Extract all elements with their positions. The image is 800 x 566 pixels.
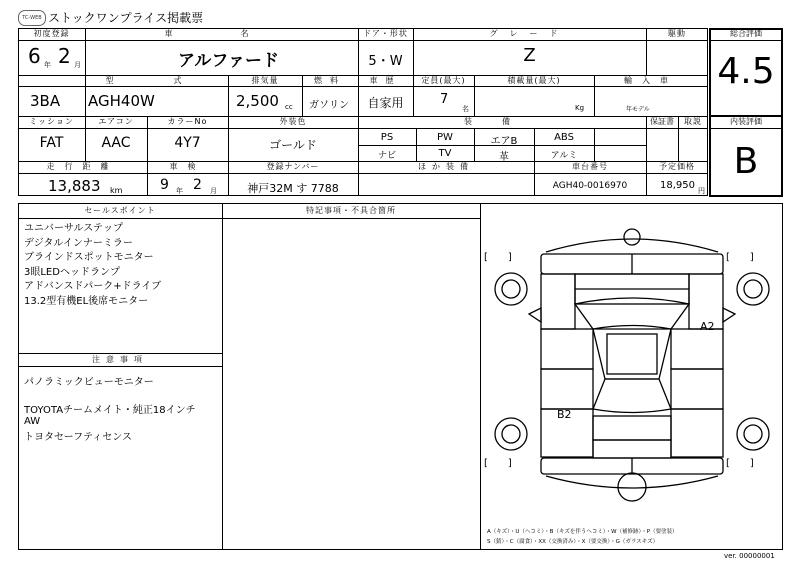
sales-point-item: ブラインドスポットモニター [24,252,154,263]
inspection-year-unit: 年 [176,187,183,195]
label-chassis: 車台番号 [572,162,608,171]
caution-item: TOYOTAチームメイト・純正18インチ AW [24,405,196,427]
label-doors-type: ドア・形状 [363,29,408,38]
logo [18,10,46,26]
doors: 5・W [368,54,403,69]
legend-line-1: A（キズ）・U（ヘコミ）・B（キズを伴うヘコミ）・W（補修跡）・P（要塗装） [487,529,678,535]
chassis: AGH40-0016970 [552,181,628,191]
bracket-bottom-left: [ ] [484,458,512,469]
sales-points-list [24,222,220,309]
price-unit: 円 [698,187,705,195]
inspection-year: 9 [160,177,169,193]
label-manual: 取説 [684,117,702,126]
equip-pw: PW [437,132,453,143]
mission: FAT [39,135,64,151]
color-no: 4Y7 [174,135,201,151]
label-other-equip: ほか装備 [418,162,474,171]
bracket-top-right: [ ] [726,252,754,263]
interior-rating: B [733,141,759,182]
label-warranty: 保証書 [650,117,674,126]
label-load: 積載量(最大) [507,76,561,85]
history: 自家用 [367,96,404,110]
equip-tv: TV [438,148,452,159]
sales-point-item: ユニバーサルステップ [24,223,123,234]
sales-point-item: 13.2型有機EL後席モニター [24,295,149,307]
first-reg-year: 6 [28,44,41,68]
equip-leather: 革 [499,152,509,163]
model: 3BA [30,92,61,110]
label-ext-color: 外装色 [279,117,307,126]
label-car-name: 車 名 [164,29,279,38]
sales-point-item: 3眼LEDヘッドランプ [24,266,120,278]
label-fuel: 燃料 [314,76,346,85]
label-sales-points: セールスポイント [84,206,156,215]
grade: Z [523,45,536,66]
label-first-reg: 初度登録 [33,29,70,38]
label-interior: 内装評価 [730,117,762,126]
aircon: AAC [101,135,131,151]
bracket-top-left: [ ] [484,252,512,263]
car-name: アルファード [178,51,279,71]
cc-unit: cc [285,103,293,111]
sales-point-item: デジタルインナーミラー [24,237,133,249]
label-model: 型 式 [105,76,208,85]
capacity-unit: 名 [462,105,469,113]
label-displacement: 排気量 [251,76,279,85]
mileage: 13,883 [48,177,101,195]
plate: 神戸32M す 7788 [247,182,339,195]
sales-point-item: アドバンスドパーク+ドライブ [24,281,162,292]
label-plate: 登録ナンバー [266,162,320,171]
caution-item: トヨタセーフティセンス [24,432,132,443]
label-history: 車歴 [369,76,402,85]
price: 18,950 [660,180,695,191]
page-title: ストックワンプライス掲載票 [48,11,204,25]
label-grade: グレード [489,29,570,38]
damage-mark-b2: B2 [557,408,572,421]
first-reg-month: 2 [58,44,71,68]
legend-line-2: S（錆）・C（腐食）・XX（交換済み）・X（要交換）・G（ガラスキズ） [487,539,659,545]
label-overall: 総合評価 [730,29,762,38]
load-unit: Kg [575,104,585,112]
displacement: 2,500 [236,92,279,110]
cautions-list [24,376,220,446]
equip-airbag: エアB [490,136,518,147]
capacity: 7 [440,92,449,107]
label-mileage: 走行距離 [46,162,119,171]
ext-color: ゴールド [269,138,317,152]
label-import: 輸入車 [624,76,678,85]
label-price: 予定価格 [659,162,695,171]
caution-item: パノラミックビューモニター [24,377,154,388]
label-notes-defects: 特記事項・不具合箇所 [306,206,396,215]
label-drive: 駆動 [668,29,686,38]
equip-alloy: アルミ [550,151,578,161]
logo-text: TC-WEB [22,15,42,21]
overall-rating: 4.5 [717,51,775,92]
label-mission: ミッション [29,117,74,126]
equip-navi: ナビ [377,151,396,161]
km-unit: km [110,186,123,195]
bracket-bottom-right: [ ] [726,458,754,469]
label-aircon: エアコン [98,117,134,126]
label-equipment: 装備 [464,117,540,126]
month-unit: 月 [74,61,81,69]
equip-ps: PS [380,132,394,143]
model-code: AGH40W [88,92,155,110]
inspection-month-unit: 月 [210,187,217,195]
year-unit: 年 [44,61,51,69]
label-color-no: カラーNo [167,117,208,126]
version: ver. 00000001 [724,552,775,560]
label-capacity: 定員(最大) [421,76,466,85]
label-cautions: 注意事項 [92,355,148,364]
equip-abs: ABS [554,132,574,143]
inspection-month: 2 [193,177,202,193]
damage-mark-a2: A2 [700,320,715,333]
model-year-label: 年モデル [626,106,650,113]
label-inspection: 車検 [169,162,206,171]
caution-item [24,391,220,406]
fuel: ガソリン [309,100,349,111]
